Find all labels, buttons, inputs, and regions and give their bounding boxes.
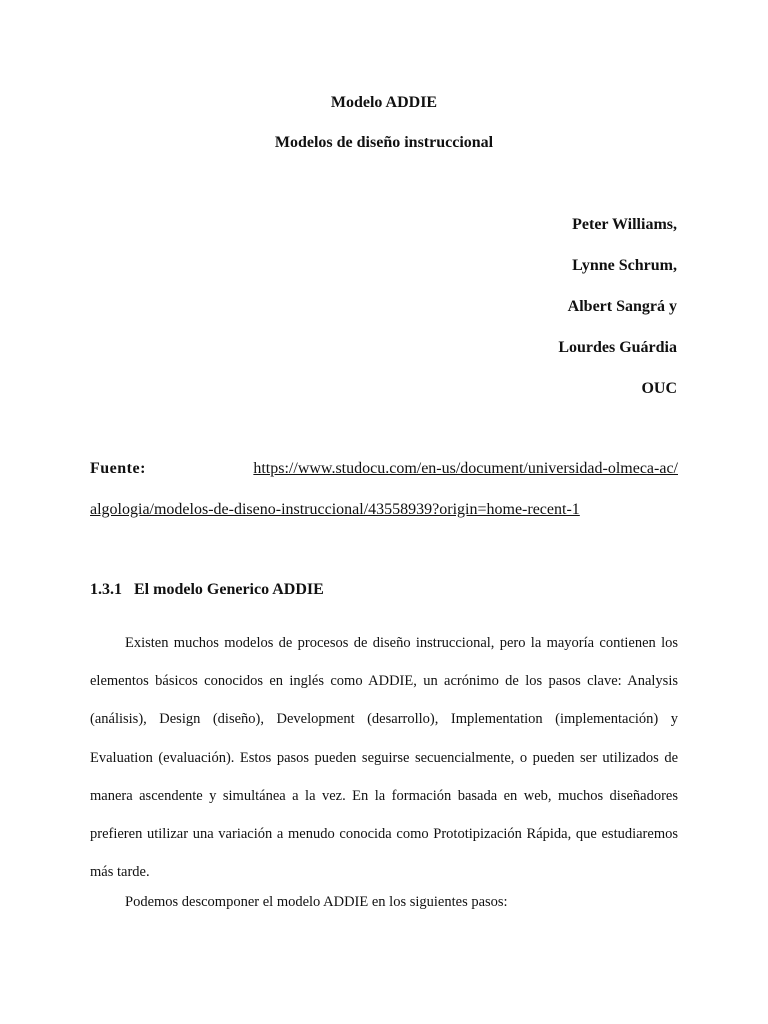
body-paragraph: Existen muchos modelos de procesos de diseño instruccional, pero la mayoría contienen los elementos básicos conocidos en inglés como ADDIE, un acrónimo de los pasos clave: Analysis (análisis), Design (diseño), Development (desarrollo), Implementation (implementación) y Evaluation (evaluación). Estos pasos pueden seguirse secuencialmente, o pueden ser utilizados de manera ascendente y simultánea a la vez. En la formación basada en web, muchos diseñadores prefieren utilizar una variación a menudo conocida como Prototipización Rápida, que estudiaremos más tarde. <box>90 635 678 881</box>
author-name: Peter Williams, <box>572 216 677 233</box>
section-number: 1.3.1 <box>90 581 122 598</box>
author-affiliation: OUC <box>641 380 677 397</box>
section-title: El modelo Generico ADDIE <box>134 581 324 598</box>
body-paragraph: Podemos descomponer el modelo ADDIE en los siguientes pasos: <box>125 894 508 910</box>
document-subtitle: Modelos de diseño instruccional <box>274 134 494 151</box>
section-heading <box>90 581 324 599</box>
source-link-line-2[interactable]: algologia/modelos-de-diseno-instruccional/43558939?origin=home-recent-1 <box>90 501 580 518</box>
author-name: Lynne Schrum, <box>572 257 677 274</box>
author-name: Lourdes Guárdia <box>558 339 677 356</box>
document-title: Modelo ADDIE <box>330 94 438 111</box>
source-label: Fuente: <box>90 460 146 477</box>
source-block <box>90 459 678 520</box>
author-list <box>558 215 677 420</box>
author-name: Albert Sangrá y <box>567 298 677 315</box>
source-link-line-1[interactable]: https://www.studocu.com/en-us/document/universidad-olmeca-ac/ <box>253 460 678 477</box>
